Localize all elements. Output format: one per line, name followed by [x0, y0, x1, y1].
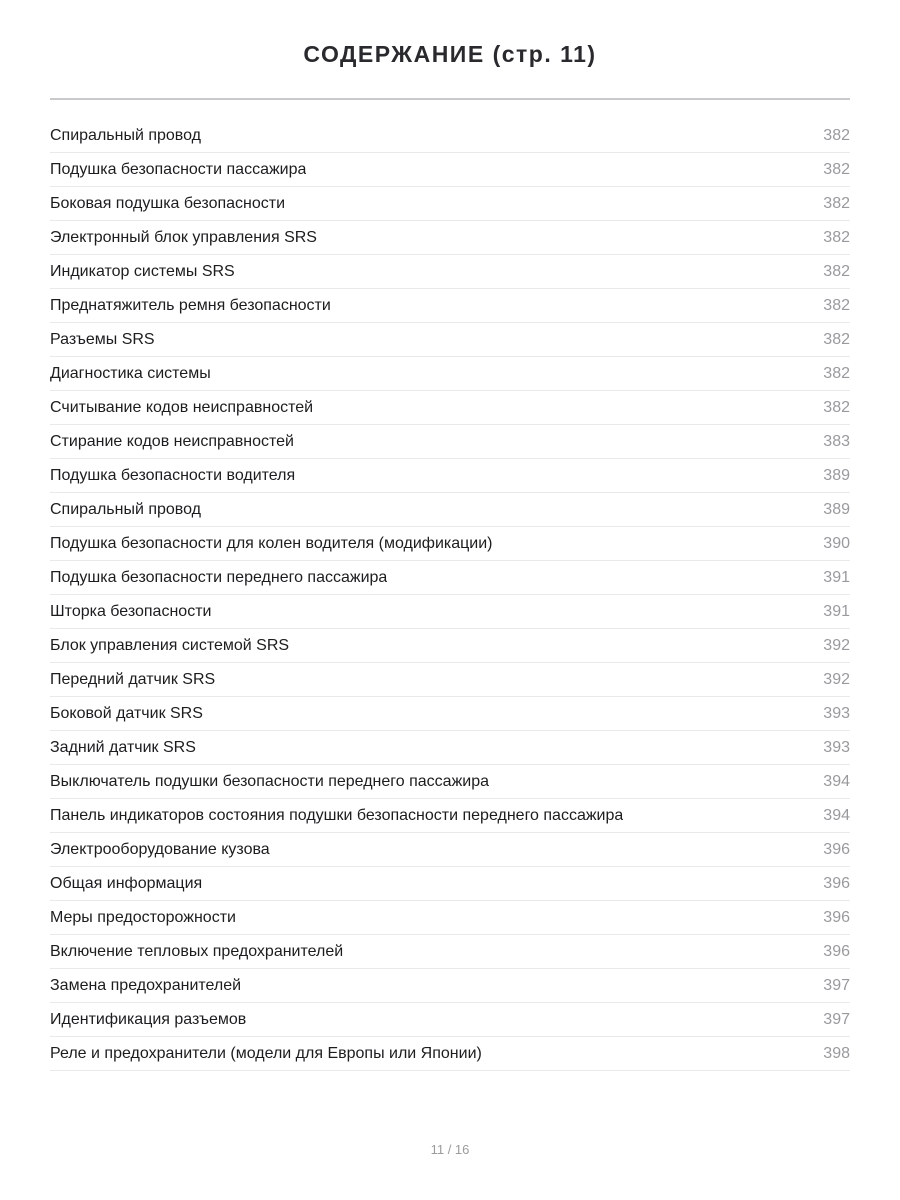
toc-entry-label: Подушка безопасности пассажира: [50, 160, 307, 178]
toc-entry-label: Меры предосторожности: [50, 908, 236, 926]
toc-row[interactable]: [50, 595, 850, 629]
toc-entry-label: Реле и предохранители (модели для Европы или Японии): [50, 1044, 482, 1062]
toc-row[interactable]: [50, 1037, 850, 1071]
page-title: СОДЕРЖАНИЕ (стр. 11): [303, 41, 597, 67]
toc-entry-page-number: 394: [823, 772, 850, 790]
toc-entry-label: Идентификация разъемов: [50, 1010, 247, 1028]
toc-row[interactable]: [50, 935, 850, 969]
toc-entry-page-number: 383: [823, 432, 850, 450]
toc-entry-page-number: 392: [823, 636, 850, 654]
toc-entry-label: Боковой датчик SRS: [50, 704, 203, 722]
toc-entry-page-number: 382: [823, 364, 850, 382]
toc-row[interactable]: [50, 527, 850, 561]
toc-entry-page-number: 393: [823, 704, 850, 722]
toc-row[interactable]: [50, 425, 850, 459]
toc-entry-page-number: 382: [823, 228, 850, 246]
toc-row[interactable]: [50, 867, 850, 901]
toc-entry-label: Считывание кодов неисправностей: [50, 398, 314, 416]
toc-entry-page-number: 394: [823, 806, 850, 824]
toc-entry-label: Диагностика системы: [50, 364, 211, 382]
toc-list: [50, 119, 850, 1071]
toc-entry-label: Панель индикаторов состояния подушки безопасности переднего пассажира: [50, 806, 624, 824]
toc-entry-page-number: 382: [823, 262, 850, 280]
page-indicator: 11 / 16: [430, 1142, 470, 1157]
toc-entry-label: Электрооборудование кузова: [50, 840, 270, 858]
toc-entry-label: Задний датчик SRS: [50, 738, 196, 756]
toc-row[interactable]: [50, 901, 850, 935]
toc-entry-label: Общая информация: [50, 874, 203, 892]
toc-entry-page-number: 382: [823, 330, 850, 348]
toc-entry-page-number: 382: [823, 194, 850, 212]
toc-row[interactable]: [50, 187, 850, 221]
toc-row[interactable]: [50, 731, 850, 765]
toc-entry-page-number: 397: [823, 976, 850, 994]
toc-row[interactable]: [50, 799, 850, 833]
toc-entry-page-number: 398: [823, 1044, 850, 1062]
toc-row[interactable]: [50, 629, 850, 663]
toc-row[interactable]: [50, 697, 850, 731]
toc-entry-label: Выключатель подушки безопасности переднего пассажира: [50, 772, 490, 790]
toc-row[interactable]: [50, 1003, 850, 1037]
toc-row[interactable]: [50, 255, 850, 289]
toc-entry-label: Подушка безопасности водителя: [50, 466, 296, 484]
toc-entry-page-number: 391: [823, 602, 850, 620]
toc-row[interactable]: [50, 221, 850, 255]
toc-entry-page-number: 396: [823, 942, 850, 960]
toc-entry-page-number: 396: [823, 874, 850, 892]
toc-row[interactable]: [50, 459, 850, 493]
toc-entry-page-number: 392: [823, 670, 850, 688]
toc-row[interactable]: [50, 153, 850, 187]
toc-row[interactable]: [50, 323, 850, 357]
toc-entry-label: Боковая подушка безопасности: [50, 194, 286, 212]
toc-entry-label: Преднатяжитель ремня безопасности: [50, 296, 331, 314]
toc-row[interactable]: [50, 663, 850, 697]
toc-entry-page-number: 396: [823, 908, 850, 926]
toc-entry-label: Включение тепловых предохранителей: [50, 942, 344, 960]
toc-entry-page-number: 390: [823, 534, 850, 552]
toc-entry-label: Спиральный провод: [50, 500, 202, 518]
toc-entry-page-number: 393: [823, 738, 850, 756]
toc-entry-page-number: 382: [823, 398, 850, 416]
toc-entry-label: Индикатор системы SRS: [50, 262, 235, 280]
toc-entry-page-number: 391: [823, 568, 850, 586]
toc-entry-label: Передний датчик SRS: [50, 670, 216, 688]
toc-entry-page-number: 396: [823, 840, 850, 858]
toc-entry-label: Подушка безопасности переднего пассажира: [50, 568, 388, 586]
toc-entry-label: Замена предохранителей: [50, 976, 242, 994]
toc-row[interactable]: [50, 391, 850, 425]
title-divider: [50, 98, 850, 100]
toc-row[interactable]: [50, 833, 850, 867]
toc-row[interactable]: [50, 561, 850, 595]
toc-entry-label: Подушка безопасности для колен водителя (модификации): [50, 534, 493, 552]
toc-entry-label: Блок управления системой SRS: [50, 636, 290, 654]
toc-entry-page-number: 389: [823, 466, 850, 484]
toc-row[interactable]: [50, 119, 850, 153]
toc-entry-label: Электронный блок управления SRS: [50, 228, 317, 246]
toc-entry-label: Спиральный провод: [50, 126, 202, 144]
toc-entry-label: Шторка безопасности: [50, 602, 212, 620]
toc-entry-page-number: 382: [823, 126, 850, 144]
toc-row[interactable]: [50, 357, 850, 391]
toc-row[interactable]: [50, 289, 850, 323]
toc-row[interactable]: [50, 493, 850, 527]
toc-row[interactable]: [50, 969, 850, 1003]
toc-entry-page-number: 397: [823, 1010, 850, 1028]
toc-entry-page-number: 389: [823, 500, 850, 518]
toc-row[interactable]: [50, 765, 850, 799]
toc-entry-page-number: 382: [823, 160, 850, 178]
toc-entry-page-number: 382: [823, 296, 850, 314]
toc-entry-label: Разъемы SRS: [50, 330, 155, 348]
toc-entry-label: Стирание кодов неисправностей: [50, 432, 294, 450]
